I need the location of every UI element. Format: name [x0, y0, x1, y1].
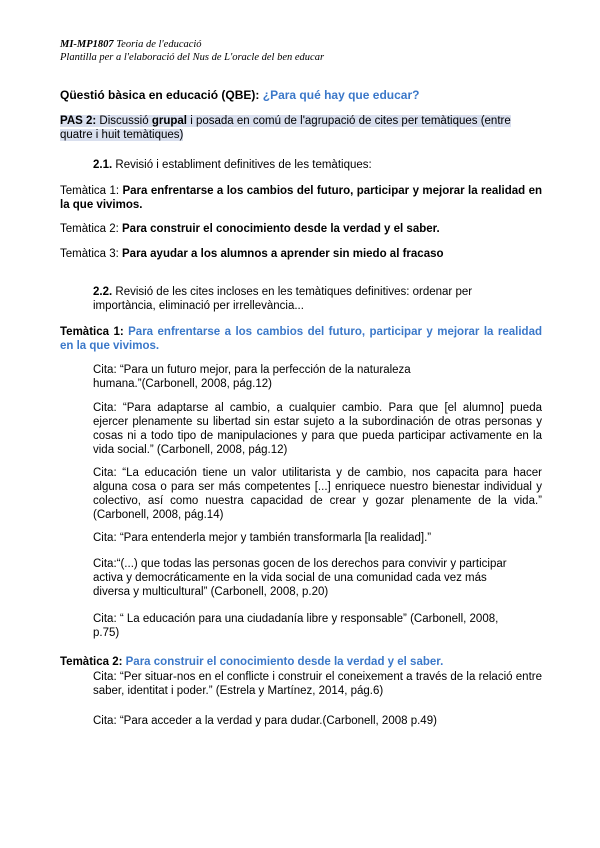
section-2-2-text: Revisió de les cites incloses en les temàtiques definitives: ordenar per importància, eliminació per irrellevància...: [93, 286, 473, 312]
step2-pre: Discussió: [99, 115, 149, 127]
section-2-2: [93, 285, 513, 313]
theme-list-text: Para construir el conocimiento desde la verdad y el saber.: [122, 223, 440, 235]
theme-list-label: Temàtica 1:: [60, 185, 120, 197]
course-name: Teoria de l'educació: [116, 39, 202, 50]
step2-post: i posada en comú de l'agrupació de cites per temàtiques (entre quatre i huit temàtiques): [60, 115, 511, 141]
theme-list-item-3: [60, 247, 542, 261]
course-line: [60, 38, 560, 51]
template-title: Plantilla per a l'elaboració del Nus de L'oracle del ben educar: [60, 52, 325, 63]
theme-1-label: Temàtica 1:: [60, 326, 124, 338]
theme-list-text: Para enfrentarse a los cambios del futuro, participar y mejorar la realidad en la que vivimos.: [60, 185, 542, 211]
theme-1-heading: [60, 325, 542, 353]
quote: Cita: “Para entenderla mejor y también transformarla [la realidad].”: [93, 532, 432, 544]
qbe-label: Qüestió bàsica en educació (QBE):: [60, 88, 260, 102]
step2-heading: [60, 114, 538, 142]
theme-list-item-1: [60, 184, 542, 212]
theme-2-title: Para construir el conocimiento desde la verdad y el saber.: [125, 656, 444, 668]
theme-2-heading: [60, 655, 542, 669]
section-2-1-text: Revisió i establiment definitives de les temàtiques:: [115, 159, 372, 171]
quote: Cita: “Para adaptarse al cambio, a cualquier cambio. Para que [el alumno] pueda ejercer plenamente su libertad sin estar sujeto a la subordinación de otras personas y cosas ni a todo tipo de manipulaciones y para que pueda participar activamente en la vida social.” (Carbonell, 2008, pág.12): [93, 402, 542, 456]
section-2-1-number: 2.1.: [93, 159, 113, 171]
step2-label: PAS 2:: [60, 115, 97, 127]
qbe-question: [60, 88, 540, 102]
course-code: MI-MP1807: [60, 39, 114, 50]
theme-list-text: Para ayudar a los alumnos a aprender sin miedo al fracaso: [122, 248, 444, 260]
step2-bold: grupal: [151, 115, 187, 127]
theme-1-title: Para enfrentarse a los cambios del futuro, participar y mejorar la realidad en la que vivimos.: [60, 326, 542, 352]
theme-list-label: Temàtica 2:: [60, 223, 119, 235]
quote: Cita: “Per situar-nos en el conflicte i construir el coneixement a través de la relació entre saber, identitat i poder.” (Estrela y Martínez, 2014, pág.6): [93, 671, 542, 697]
quote: Cita: “Para acceder a la verdad y para dudar.(Carbonell, 2008 p.49): [93, 715, 437, 727]
quote: Cita: “Para un futuro mejor, para la perfección de la naturaleza humana.”(Carbonell, 2008, pág.12): [93, 364, 411, 390]
quote: Cita: “ La educación para una ciudadanía libre y responsable” (Carbonell, 2008, p.75): [93, 613, 499, 639]
qbe-text: ¿Para qué hay que educar?: [262, 88, 420, 102]
document-header: [60, 38, 560, 64]
theme-list-label: Temàtica 3:: [60, 248, 119, 260]
theme-2-label: Temàtica 2:: [60, 656, 123, 668]
theme-list-item-2: [60, 222, 542, 236]
quote: Cita: “La educación tiene un valor utilitarista y de cambio, nos capacita para hacer alguna cosa o para ser más competentes [...] enriquece nuestro bienestar individual y colectivo, así como nuestra capacidad de crear y gozar plenamente de la vida.” (Carbonell, 2008, pág.14): [93, 467, 542, 521]
section-2-2-number: 2.2.: [93, 286, 113, 298]
quote: Cita:“(...) que todas las personas gocen de los derechos para convivir y participar activa y democráticamente en la vida social de una comunidad cada vez más diversa y multicultural” (Carbonell, 2008, p.20): [93, 558, 507, 598]
section-2-1: [93, 158, 533, 172]
